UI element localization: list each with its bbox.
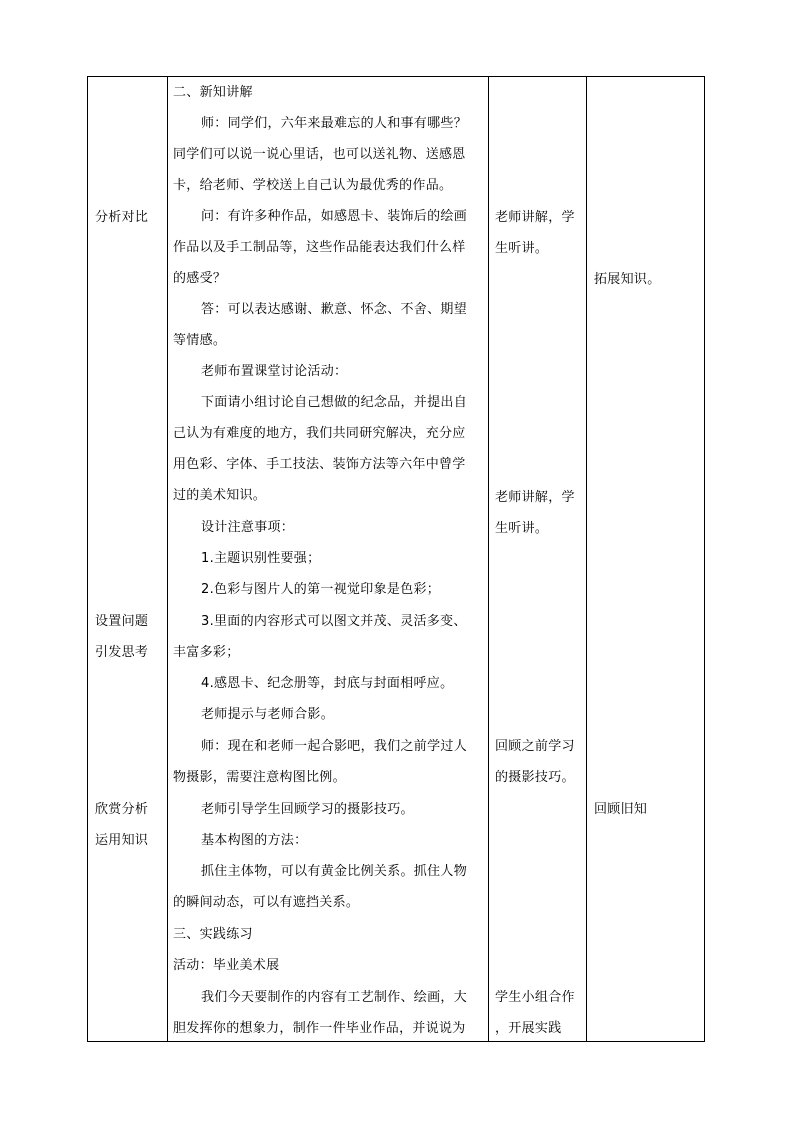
content-line: 师：同学们，六年来最难忘的人和事有哪些？ [201,116,468,131]
content-line: 的感受？ [173,271,227,286]
content-line: 丰富多彩； [173,645,240,660]
intent-a: 拓展知识。 [594,272,661,287]
content-line: 用色彩、字体、手工技法、装饰方法等六年中曾学 [173,457,466,472]
column-divider [586,77,587,1041]
intent-b: 回顾旧知 [594,802,648,817]
column-divider [488,77,489,1041]
content-line: 物摄影，需要注意构图比例。 [173,770,346,785]
content-line: 答：可以表达感谢、歉意、怀念、不舍、期望 [201,302,468,317]
activity-a-2: 生听讲。 [495,241,549,256]
activity-d-2: ，开展实践 [495,1021,562,1036]
content-line: 4.感恩卡、纪念册等，封底与封面相呼应。 [201,676,454,691]
activity-c-1: 回顾之前学习 [495,739,575,754]
content-line: 胆发挥你的想象力，制作一件毕业作品，并说说为 [173,1021,466,1036]
content-line: 师：现在和老师一起合影吧，我们之前学过人 [201,739,468,754]
activity-b-2: 生听讲。 [495,521,549,536]
content-line: 下面请小组讨论自己想做的纪念品，并提出自 [201,395,468,410]
content-line: 我们今天要制作的内容有工艺制作、绘画，大 [201,990,468,1005]
content-line: 老师布置课堂讨论活动： [201,364,348,379]
content-line: 问：有许多种作品，如感恩卡、装饰后的绘画 [201,209,468,224]
content-line: 2.色彩与图片人的第一视觉印象是色彩； [201,582,441,597]
content-line: 设计注意事项： [201,520,295,535]
content-line: 卡，给老师、学校送上自己认为最优秀的作品。 [173,178,453,193]
content-line: 过的美术知识。 [173,488,267,503]
stage-question-1: 设置问题 [95,614,149,629]
content-line: 基本构图的方法： [201,833,308,848]
content-line: 老师引导学生回顾学习的摄影技巧。 [201,802,414,817]
stage-question-2: 引发思考 [95,645,149,660]
content-line: 抓住主体物，可以有黄金比例关系。抓住人物 [201,864,468,879]
content-line: 二、新知讲解 [173,85,253,100]
content-line: 作品以及手工制品等，这些作品能表达我们什么样 [173,240,466,255]
stage-analysis: 分析对比 [95,210,149,225]
content-line: 活动：毕业美术展 [173,958,280,973]
activity-b-1: 老师讲解，学 [495,490,575,505]
content-line: 1.主题识别性要强； [201,551,321,566]
activity-d-1: 学生小组合作 [495,990,575,1005]
content-line: 己认为有难度的地方，我们共同研究解决，充分应 [173,426,466,441]
content-line: 3.里面的内容形式可以图文并茂、灵活多变、 [201,614,467,629]
activity-c-2: 的摄影技巧。 [495,770,575,785]
stage-appreciate-1: 欣赏分析 [95,802,149,817]
content-line: 的瞬间动态，可以有遮挡关系。 [173,895,360,910]
column-divider [167,77,168,1041]
activity-a-1: 老师讲解，学 [495,210,575,225]
stage-appreciate-2: 运用知识 [95,833,149,848]
content-line: 同学们可以说一说心里话，也可以送礼物、送感恩 [173,147,466,162]
content-line: 老师提示与老师合影。 [201,707,335,722]
content-line: 等情感。 [173,333,227,348]
content-line: 三、实践练习 [173,927,253,942]
